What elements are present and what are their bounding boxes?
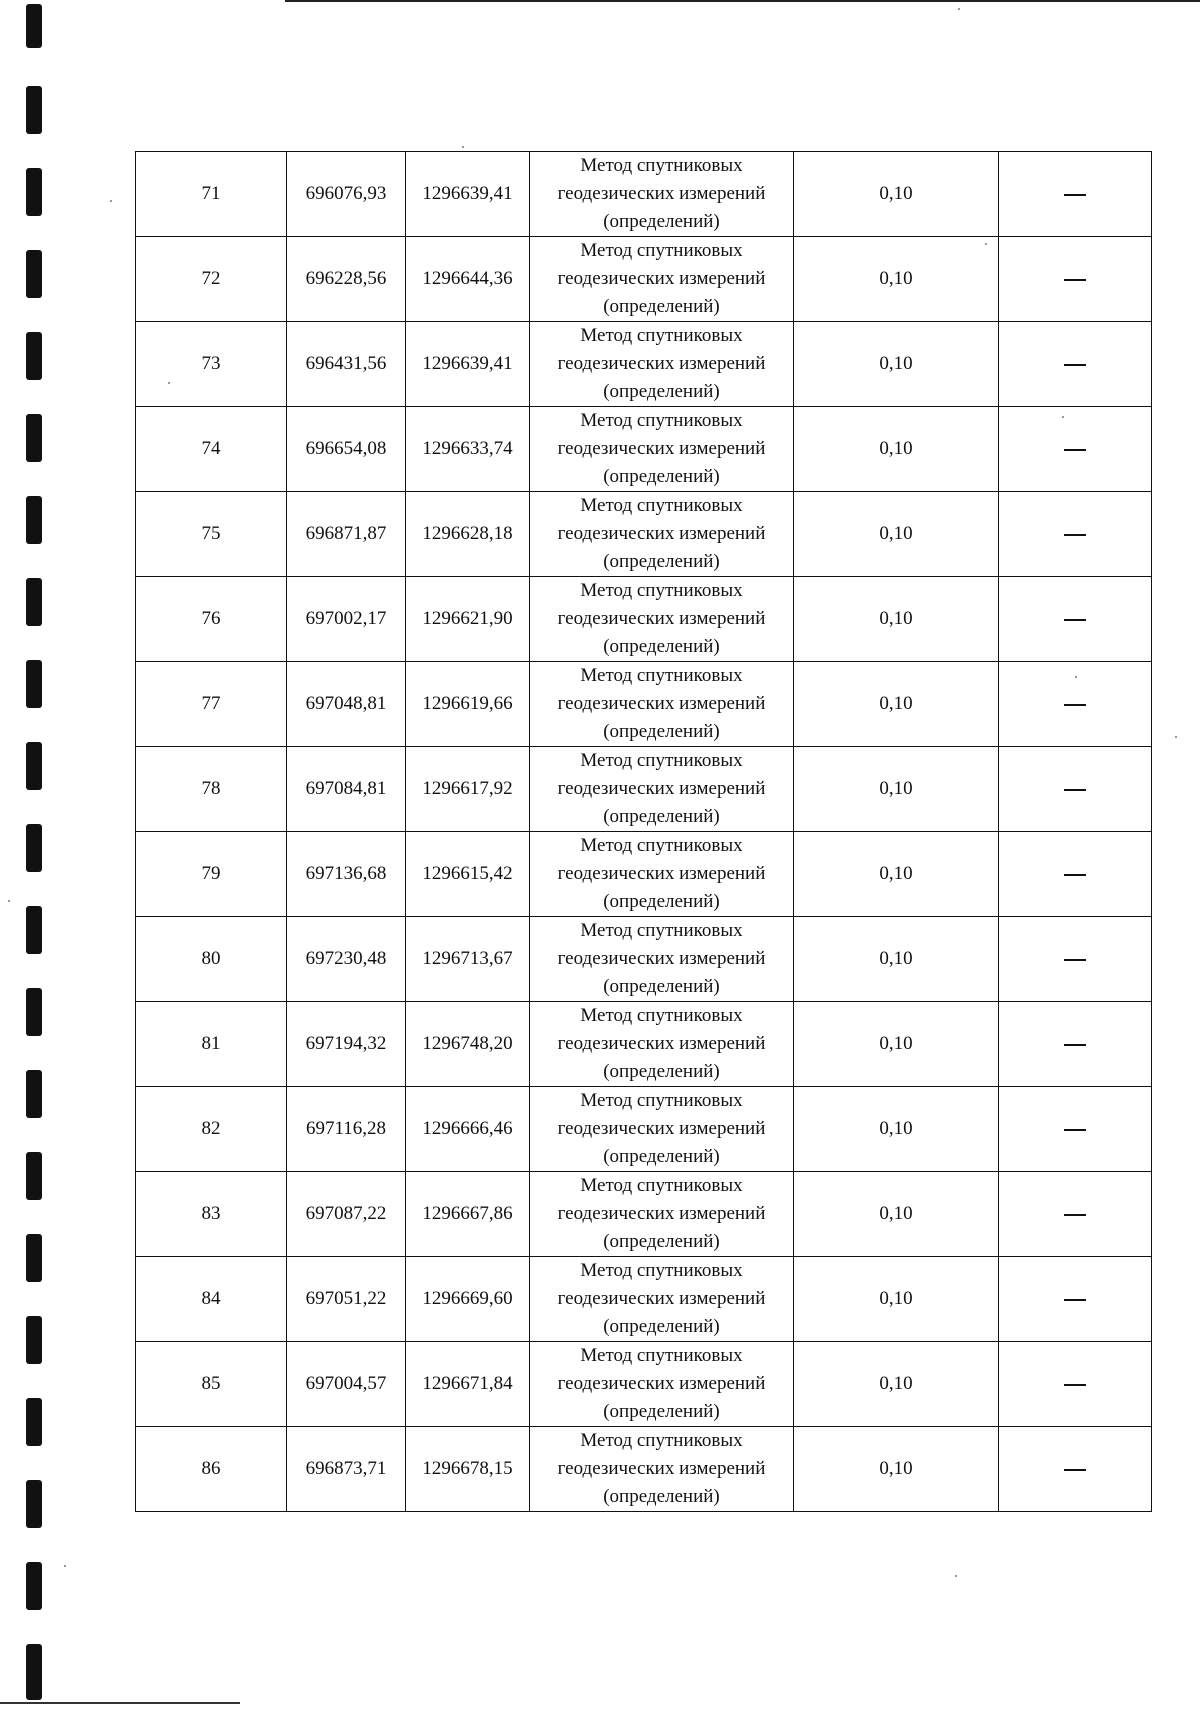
table-row [136,662,1152,747]
point-number: 83 [136,1172,287,1257]
coordinate-y: 1296669,60 [406,1257,530,1342]
dash-mark [1064,279,1086,281]
table-row [136,1342,1152,1427]
note-cell [999,1002,1152,1087]
point-number: 84 [136,1257,287,1342]
note-cell [999,407,1152,492]
coordinate-y: 1296639,41 [406,322,530,407]
scan-speck [8,900,10,902]
accuracy-value: 0,10 [794,577,999,662]
method-line: (определений) [603,466,720,487]
method-line: (определений) [603,806,720,827]
accuracy-value: 0,10 [794,1172,999,1257]
method-line: Метод спутниковых [580,325,743,346]
point-number: 76 [136,577,287,662]
method-line: геодезических измерений [557,608,766,629]
dash-mark [1064,1469,1086,1471]
method-line: Метод спутниковых [580,1005,743,1026]
method-line: Метод спутниковых [580,920,743,941]
point-number: 71 [136,152,287,237]
coordinate-y: 1296619,66 [406,662,530,747]
coordinates-table [135,151,1152,1512]
accuracy-value: 0,10 [794,1002,999,1087]
binding-hole [26,250,42,298]
method-line: геодезических измерений [557,1373,766,1394]
method-line: (определений) [603,721,720,742]
dash-mark [1064,959,1086,961]
binding-hole [26,742,42,790]
dash-mark [1064,1299,1086,1301]
note-cell [999,1427,1152,1512]
method-line: геодезических измерений [557,268,766,289]
dash-mark [1064,534,1086,536]
method-cell [530,917,794,1002]
table-row [136,1087,1152,1172]
binding-hole [26,660,42,708]
binding-hole [26,1644,42,1700]
coordinate-y: 1296666,46 [406,1087,530,1172]
dash-mark [1064,789,1086,791]
accuracy-value: 0,10 [794,152,999,237]
method-line: геодезических измерений [557,1033,766,1054]
method-cell [530,577,794,662]
dash-mark [1064,364,1086,366]
method-line: Метод спутниковых [580,1260,743,1281]
scan-speck [955,1575,957,1577]
method-cell [530,1087,794,1172]
method-line: Метод спутниковых [580,1345,743,1366]
coordinate-x: 696076,93 [287,152,406,237]
method-line: геодезических измерений [557,863,766,884]
method-line: геодезических измерений [557,1458,766,1479]
method-cell [530,1427,794,1512]
scan-speck [1175,736,1177,738]
coordinate-x: 696654,08 [287,407,406,492]
dash-mark [1064,449,1086,451]
method-line: геодезических измерений [557,1288,766,1309]
method-line: Метод спутниковых [580,1090,743,1111]
note-cell [999,1342,1152,1427]
binding-hole [26,1316,42,1364]
binding-hole [26,1234,42,1282]
note-cell [999,1087,1152,1172]
scan-speck [110,200,112,202]
binding-hole [26,4,42,48]
method-cell [530,832,794,917]
method-cell [530,1342,794,1427]
accuracy-value: 0,10 [794,662,999,747]
method-line: Метод спутниковых [580,155,743,176]
method-line: Метод спутниковых [580,835,743,856]
coordinate-y: 1296639,41 [406,152,530,237]
method-line: (определений) [603,1401,720,1422]
point-number: 85 [136,1342,287,1427]
coordinate-x: 697087,22 [287,1172,406,1257]
binding-hole [26,168,42,216]
coordinate-y: 1296617,92 [406,747,530,832]
method-line: (определений) [603,976,720,997]
coordinate-y: 1296628,18 [406,492,530,577]
binding-hole [26,906,42,954]
table-row [136,152,1152,237]
point-number: 79 [136,832,287,917]
accuracy-value: 0,10 [794,492,999,577]
binding-hole [26,1562,42,1610]
method-line: геодезических измерений [557,183,766,204]
method-line: Метод спутниковых [580,240,743,261]
coordinate-y: 1296713,67 [406,917,530,1002]
method-line: Метод спутниковых [580,1175,743,1196]
method-line: (определений) [603,551,720,572]
coordinate-y: 1296615,42 [406,832,530,917]
table-row [136,747,1152,832]
accuracy-value: 0,10 [794,1427,999,1512]
dash-mark [1064,1129,1086,1131]
scan-speck [958,8,960,10]
accuracy-value: 0,10 [794,1087,999,1172]
dash-mark [1064,1384,1086,1386]
method-cell [530,1172,794,1257]
point-number: 82 [136,1087,287,1172]
coordinate-x: 697116,28 [287,1087,406,1172]
note-cell [999,747,1152,832]
scan-speck [462,146,464,148]
accuracy-value: 0,10 [794,917,999,1002]
binding-hole [26,1398,42,1446]
note-cell [999,1172,1152,1257]
method-line: (определений) [603,1061,720,1082]
method-line: геодезических измерений [557,948,766,969]
accuracy-value: 0,10 [794,832,999,917]
method-cell [530,152,794,237]
method-cell [530,237,794,322]
method-line: геодезических измерений [557,1118,766,1139]
method-cell [530,1002,794,1087]
scan-speck [64,1565,66,1567]
coordinate-y: 1296644,36 [406,237,530,322]
method-line: Метод спутниковых [580,665,743,686]
table-row [136,1427,1152,1512]
binding-holes [26,0,42,1710]
dash-mark [1064,704,1086,706]
method-line: (определений) [603,211,720,232]
table-row [136,1172,1152,1257]
method-line: Метод спутниковых [580,1430,743,1451]
coordinate-x: 697051,22 [287,1257,406,1342]
table-row [136,1002,1152,1087]
method-line: (определений) [603,891,720,912]
method-line: геодезических измерений [557,778,766,799]
note-cell [999,237,1152,322]
binding-hole [26,414,42,462]
binding-hole [26,496,42,544]
point-number: 73 [136,322,287,407]
method-line: геодезических измерений [557,693,766,714]
coordinate-y: 1296678,15 [406,1427,530,1512]
method-line: Метод спутниковых [580,580,743,601]
point-number: 72 [136,237,287,322]
note-cell [999,832,1152,917]
dash-mark [1064,874,1086,876]
method-cell [530,322,794,407]
accuracy-value: 0,10 [794,1342,999,1427]
note-cell [999,662,1152,747]
table-row [136,322,1152,407]
point-number: 78 [136,747,287,832]
coordinate-y: 1296671,84 [406,1342,530,1427]
binding-hole [26,1480,42,1528]
note-cell [999,152,1152,237]
method-cell [530,747,794,832]
dash-mark [1064,619,1086,621]
method-line: (определений) [603,636,720,657]
dash-mark [1064,1044,1086,1046]
method-line: (определений) [603,381,720,402]
method-line: (определений) [603,1486,720,1507]
dash-mark [1064,194,1086,196]
dash-mark [1064,1214,1086,1216]
note-cell [999,917,1152,1002]
table-row [136,917,1152,1002]
method-cell [530,1257,794,1342]
binding-hole [26,86,42,134]
note-cell [999,322,1152,407]
method-line: Метод спутниковых [580,410,743,431]
table-row [136,492,1152,577]
coordinate-x: 696431,56 [287,322,406,407]
coordinate-x: 697230,48 [287,917,406,1002]
method-line: Метод спутниковых [580,750,743,771]
coordinate-x: 697194,32 [287,1002,406,1087]
method-line: геодезических измерений [557,1203,766,1224]
method-line: Метод спутниковых [580,495,743,516]
accuracy-value: 0,10 [794,1257,999,1342]
binding-hole [26,1070,42,1118]
coordinate-x: 697084,81 [287,747,406,832]
table-row [136,832,1152,917]
method-line: геодезических измерений [557,523,766,544]
coordinate-x: 697048,81 [287,662,406,747]
method-cell [530,662,794,747]
method-line: геодезических измерений [557,353,766,374]
method-cell [530,407,794,492]
accuracy-value: 0,10 [794,237,999,322]
coordinate-x: 696228,56 [287,237,406,322]
method-line: (определений) [603,296,720,317]
coordinate-x: 696871,87 [287,492,406,577]
accuracy-value: 0,10 [794,407,999,492]
binding-hole [26,988,42,1036]
point-number: 80 [136,917,287,1002]
point-number: 86 [136,1427,287,1512]
point-number: 81 [136,1002,287,1087]
accuracy-value: 0,10 [794,747,999,832]
note-cell [999,1257,1152,1342]
coordinate-x: 697004,57 [287,1342,406,1427]
method-cell [530,492,794,577]
method-line: (определений) [603,1146,720,1167]
method-line: (определений) [603,1316,720,1337]
accuracy-value: 0,10 [794,322,999,407]
coordinate-x: 697002,17 [287,577,406,662]
coordinate-x: 696873,71 [287,1427,406,1512]
coordinate-x: 697136,68 [287,832,406,917]
coordinate-y: 1296633,74 [406,407,530,492]
binding-hole [26,824,42,872]
method-line: геодезических измерений [557,438,766,459]
coordinate-y: 1296667,86 [406,1172,530,1257]
table-row [136,407,1152,492]
binding-hole [26,1152,42,1200]
table-row [136,1257,1152,1342]
note-cell [999,492,1152,577]
method-line: (определений) [603,1231,720,1252]
coordinate-y: 1296621,90 [406,577,530,662]
scan-edge-line [285,0,1200,2]
table-row [136,237,1152,322]
binding-hole [26,578,42,626]
point-number: 74 [136,407,287,492]
point-number: 77 [136,662,287,747]
point-number: 75 [136,492,287,577]
table-row [136,577,1152,662]
coordinate-y: 1296748,20 [406,1002,530,1087]
binding-hole [26,332,42,380]
note-cell [999,577,1152,662]
